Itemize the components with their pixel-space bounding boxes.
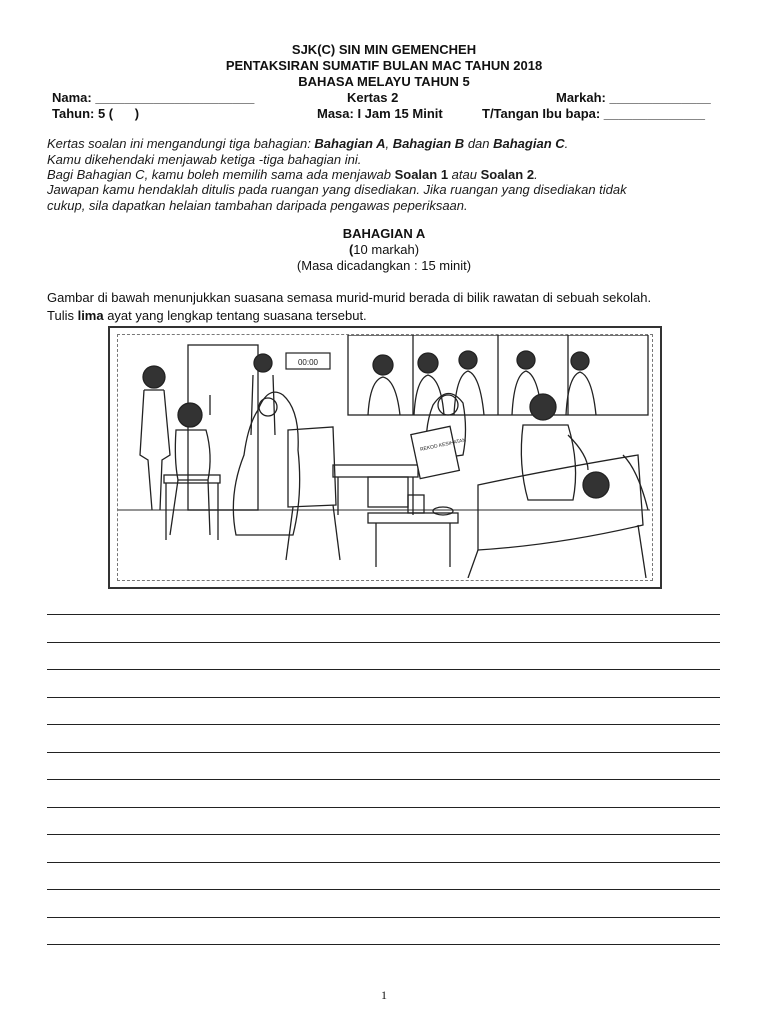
nurse-seated bbox=[233, 392, 299, 535]
question-line-1: Gambar di bawah menunjukkan suasana semasa murid-murid berada di bilik rawatan di sebuah sekolah. bbox=[47, 290, 652, 305]
patient-in-bed bbox=[468, 455, 648, 578]
nurse-with-clipboard bbox=[411, 393, 467, 478]
answer-line[interactable] bbox=[47, 889, 720, 890]
exam-title: PENTAKSIRAN SUMATIF BULAN MAC TAHUN 2018 bbox=[225, 58, 543, 73]
svg-text:REKOD KESIHATAN: REKOD KESIHATAN bbox=[419, 437, 467, 453]
boy-seated bbox=[164, 403, 220, 540]
answer-line[interactable] bbox=[47, 807, 720, 808]
instruction-line-4: Jawapan kamu hendaklah ditulis pada ruangan yang disediakan. Jika ruangan yang disediakan tidak bbox=[47, 182, 627, 197]
nama-field: Nama: ______________________ bbox=[52, 90, 255, 105]
answer-line[interactable] bbox=[47, 669, 720, 670]
answer-line[interactable] bbox=[47, 752, 720, 753]
section-marks: (10 markah) bbox=[348, 242, 420, 257]
dentist bbox=[521, 394, 588, 500]
answer-line[interactable] bbox=[47, 697, 720, 698]
answer-line[interactable] bbox=[47, 834, 720, 835]
page-number: 1 bbox=[381, 988, 387, 1002]
school-name: SJK(C) SIN MIN GEMENCHEH bbox=[291, 42, 477, 57]
tahun-field: Tahun: 5 ( ) bbox=[52, 106, 140, 121]
instruction-line-2: Kamu dikehendaki menjawab ketiga -tiga bahagian ini. bbox=[47, 152, 362, 167]
answer-line[interactable] bbox=[47, 779, 720, 780]
kertas-label: Kertas 2 bbox=[347, 90, 399, 105]
markah-field: Markah: ______________ bbox=[556, 90, 711, 105]
answer-line[interactable] bbox=[47, 917, 720, 918]
instruction-line-1: Kertas soalan ini mengandungi tiga bahagian: Bahagian A, Bahagian B dan Bahagian C. bbox=[47, 136, 569, 151]
chair bbox=[286, 427, 340, 560]
answer-line[interactable] bbox=[47, 642, 720, 643]
desk bbox=[333, 465, 418, 515]
instruction-line-3: Bagi Bahagian C, kamu boleh memilih sama ada menjawab Soalan 1 atau Soalan 2. bbox=[47, 167, 538, 182]
boy-standing bbox=[251, 354, 275, 435]
subject-title: BAHASA MELAYU TAHUN 5 bbox=[298, 74, 470, 89]
clinic-illustration bbox=[108, 326, 662, 589]
answer-line[interactable] bbox=[47, 724, 720, 725]
svg-text:00:00: 00:00 bbox=[297, 358, 319, 367]
answer-line[interactable] bbox=[47, 944, 720, 945]
section-time: (Masa dicadangkan : 15 minit) bbox=[296, 258, 472, 273]
tandatangan-field: T/Tangan Ibu bapa: ______________ bbox=[482, 106, 706, 121]
question-line-2: Tulis lima ayat yang lengkap tentang suasana tersebut. bbox=[47, 308, 367, 323]
instruction-line-5: cukup, sila dapatkan helaian tambahan daripada pengawas peperiksaan. bbox=[47, 198, 468, 213]
answer-line[interactable] bbox=[47, 614, 720, 615]
masa-label: Masa: I Jam 15 Minit bbox=[317, 106, 443, 121]
wall-clock bbox=[286, 353, 330, 369]
students-at-window bbox=[368, 351, 596, 415]
answer-line[interactable] bbox=[47, 862, 720, 863]
section-title: BAHAGIAN A bbox=[342, 226, 426, 241]
